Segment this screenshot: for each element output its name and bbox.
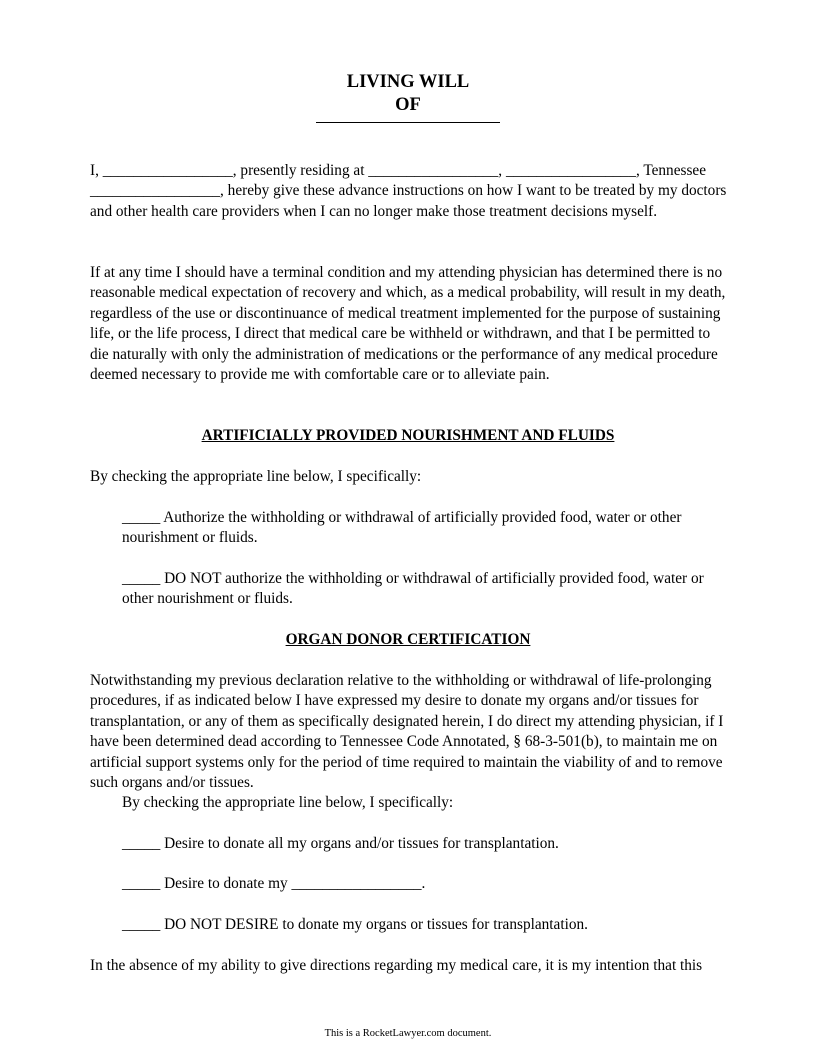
organ-donor-paragraph: Notwithstanding my previous declaration relative to the withholding or withdrawal of life-prolonging procedures, if as indicated below I have expressed my desire to donate my organs and/or tissues for transplantation, or any of them as specifically designated herein, I do direct my attending physician, if I have been determined dead according to Tennessee Code Annotated, § 68-3-501(b), to maintain me on artificial support systems only for the period of time required to maintain the viability of and to remove such organs and/or tissues. <box>90 672 724 792</box>
organ-donor-heading: ORGAN DONOR CERTIFICATION <box>285 631 531 648</box>
nourishment-heading: ARTIFICIALLY PROVIDED NOURISHMENT AND FLUIDS <box>201 427 615 444</box>
organ-option-donate-specific: _____ Desire to donate my _________________. <box>122 875 426 892</box>
intro-paragraph: I, _________________, presently residing at _________________, _________________, Tennessee _________________, hereby give these advance instructions on how I want to be treated by my doctors and other health care providers when I can no longer make those treatment decisions myself. <box>90 162 727 220</box>
terminal-condition-paragraph: If at any time I should have a terminal condition and my attending physician has determined there is no reasonable medical expectation of recovery and which, as a medical probability, will result in my death, regardless of the use or discontinuance of medical treatment implemented for the purpose of sustaining life, or the life process, I direct that medical care be withheld or withdrawn, and that I be permitted to die naturally with only the administration of medications or the performance of any medical procedure deemed necessary to provide me with comfortable care or to alleviate pain. <box>90 264 726 384</box>
nourishment-lead: By checking the appropriate line below, I specifically: <box>90 468 422 485</box>
organ-option-do-not-donate: _____ DO NOT DESIRE to donate my organs or tissues for transplantation. <box>122 916 588 933</box>
nourishment-option-do-not-authorize: _____ DO NOT authorize the withholding or withdrawal of artificially provided food, water or other nourishment or fluids. <box>122 570 704 608</box>
document-title-of: OF <box>395 95 421 115</box>
organ-donor-lead: By checking the appropriate line below, I specifically: <box>122 794 454 811</box>
nourishment-option-authorize: _____ Authorize the withholding or withdrawal of artificially provided food, water or other nourishment or fluids. <box>122 509 682 547</box>
footer-note: This is a RocketLawyer.com document. <box>324 1028 492 1039</box>
closing-paragraph: In the absence of my ability to give directions regarding my medical care, it is my intention that this <box>90 957 703 974</box>
document-title: LIVING WILL <box>346 72 470 92</box>
name-blank-line <box>316 122 500 123</box>
organ-option-donate-all: _____ Desire to donate all my organs and/or tissues for transplantation. <box>122 835 559 852</box>
